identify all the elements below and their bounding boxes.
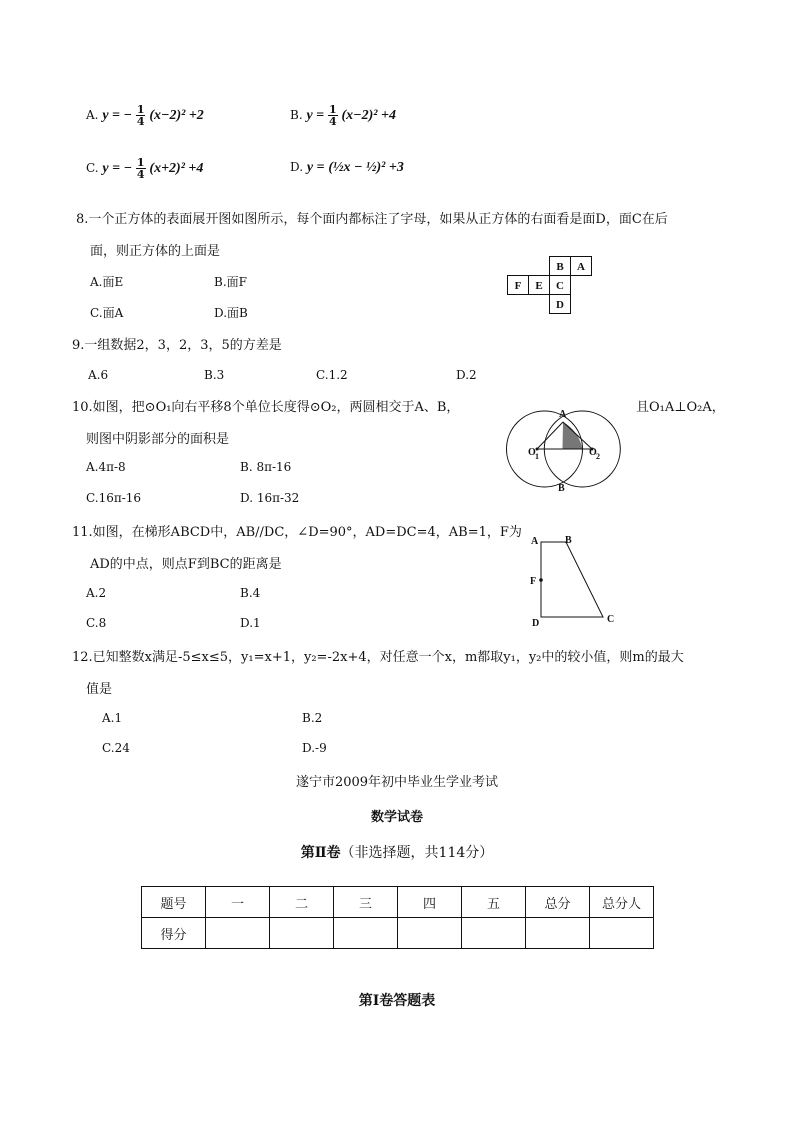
q12-option-b: B.2 <box>302 711 323 725</box>
q10-line1: 10.如图，把⊙O₁向右平移8个单位长度得⊙O₂，两圆相交于A、B， <box>72 400 460 415</box>
cube-label-c: C <box>556 280 564 292</box>
label-c: C <box>607 614 615 625</box>
q10-option-b: B. 8π-16 <box>240 460 292 474</box>
label-d: D <box>532 618 540 629</box>
row-label-cell: 得分 <box>142 918 206 949</box>
header-cell: 二 <box>270 887 334 918</box>
label-f: F <box>530 576 537 587</box>
q12-line2: 值是 <box>86 682 113 697</box>
cube-label-d: D <box>556 299 564 311</box>
answer-sheet-title: 第Ⅰ卷答题表 <box>358 993 436 1009</box>
part-label: 第Ⅱ卷 <box>300 845 341 861</box>
q9-option-d: D.2 <box>456 368 477 382</box>
label-b: B <box>565 535 572 546</box>
q9-option-b: B.3 <box>204 368 225 382</box>
header-cell: 总分人 <box>590 887 654 918</box>
q9-option-a: A.6 <box>88 368 109 382</box>
q7-option-c: C. y = − $\frac{1}{4}$ (x+2)² +4 <box>86 156 204 181</box>
header-cell: 五 <box>462 887 526 918</box>
label-o1-sub: 1 <box>535 452 539 461</box>
q11-option-b: B.4 <box>240 586 261 600</box>
cube-label-a: A <box>577 261 585 273</box>
q8-line2: 面，则正方体的上面是 <box>90 244 221 259</box>
q12-option-a: A.1 <box>102 711 123 725</box>
q9-option-c: C.1.2 <box>316 368 348 382</box>
q9-text: 9.一组数据2，3，2，3，5的方差是 <box>72 338 282 353</box>
header-cell: 四 <box>398 887 462 918</box>
header-cell: 一 <box>206 887 270 918</box>
header-cell: 三 <box>334 887 398 918</box>
subject-title: 数学试卷 <box>370 810 423 825</box>
q11-option-a: A.2 <box>86 586 107 600</box>
q8-option-d: D.面B <box>214 306 248 320</box>
label-a: A <box>531 536 539 547</box>
score-cell[interactable] <box>270 918 334 949</box>
label-o1: O <box>528 447 536 458</box>
score-table <box>141 886 654 949</box>
q11-line1: 11.如图，在梯形ABCD中，AB//DC，∠D=90°，AD=DC=4，AB=1，F为 <box>72 525 522 540</box>
label-o2: O <box>589 447 597 458</box>
score-table-score-row <box>142 918 654 949</box>
q11-option-c: C.8 <box>86 616 107 630</box>
q10-line1-right: 且O₁A⊥O₂A， <box>636 400 725 415</box>
q10-option-a: A.4π-8 <box>86 460 126 474</box>
label-o2-sub: 2 <box>596 452 600 461</box>
cube-label-e: E <box>535 280 543 292</box>
part-title <box>0 842 794 862</box>
q8-option-a: A.面E <box>90 275 124 289</box>
exam-title: 遂宁市2009年初中毕业生学业考试 <box>295 775 499 790</box>
trapezoid-abcd <box>541 542 603 617</box>
score-cell[interactable] <box>334 918 398 949</box>
cube-label-f: F <box>514 280 522 292</box>
q10-option-d: D. 16π-32 <box>240 491 300 505</box>
q10-option-c: C.16π-16 <box>86 491 142 505</box>
score-cell[interactable] <box>526 918 590 949</box>
q12-option-d: D.-9 <box>302 741 327 755</box>
part-note: （非选择题，共114分） <box>340 845 494 861</box>
header-cell: 题号 <box>142 887 206 918</box>
q10-line2: 则图中阴影部分的面积是 <box>86 432 230 447</box>
q11-option-d: D.1 <box>240 616 261 630</box>
q8-line1: 8.一个正方体的表面展开图如图所示，每个面内都标注了字母，如果从正方体的右面看是面D，面C在后 <box>76 212 668 227</box>
score-cell[interactable] <box>398 918 462 949</box>
label-a: A <box>559 409 567 420</box>
shaded-region <box>563 422 583 449</box>
score-cell[interactable] <box>462 918 526 949</box>
q12-line1: 12.已知整数x满足-5≤x≤5，y₁=x+1，y₂=-2x+4，对任意一个x，m都取y₁，y₂中的较小值，则m的最大 <box>72 650 684 665</box>
q7-option-b: B. y = $\frac{1}{4}$ (x−2)² +4 <box>290 103 396 128</box>
header-cell: 总分 <box>526 887 590 918</box>
trapezoid-figure <box>527 530 623 630</box>
cube-label-b: B <box>556 261 564 273</box>
q7-option-d: D. y = (½x − ½)² +3 <box>290 160 404 175</box>
two-circles-figure <box>500 403 630 495</box>
q11-line2: AD的中点，则点F到BC的距离是 <box>90 557 282 572</box>
q7-option-a: A. y = − $\frac{1}{4}$ (x−2)² +2 <box>86 103 204 128</box>
q12-option-c: C.24 <box>102 741 130 755</box>
score-cell[interactable] <box>206 918 270 949</box>
score-table-header-row <box>142 887 654 918</box>
score-cell[interactable] <box>590 918 654 949</box>
q8-option-c: C.面A <box>90 306 124 320</box>
label-b: B <box>558 483 565 494</box>
q8-option-b: B.面F <box>214 275 247 289</box>
cube-net-figure <box>505 255 597 319</box>
